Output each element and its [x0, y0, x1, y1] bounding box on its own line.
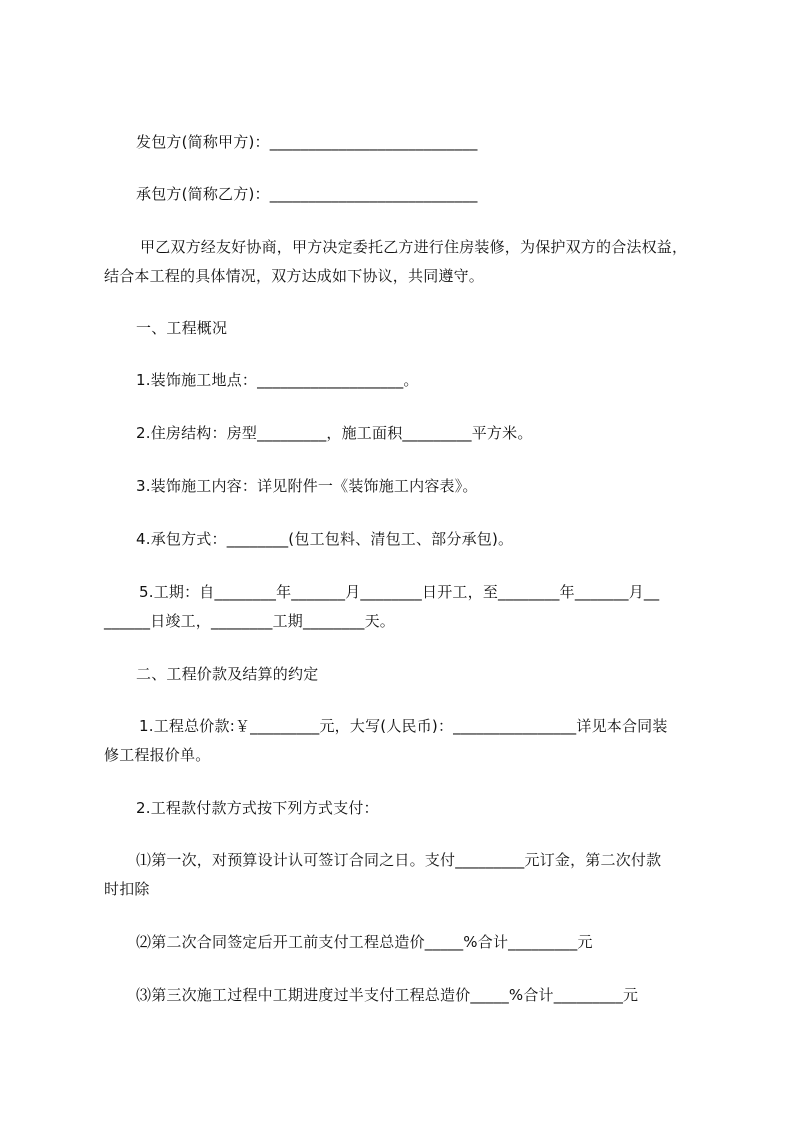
section-2-title: 二、工程价款及结算的约定 — [136, 665, 319, 683]
item-1-2: 2.住房结构：房型_________，施工面积_________平方米。 — [136, 424, 533, 442]
intro-line-1: 甲乙双方经友好协商，甲方决定委托乙方进行住房装修，为保护双方的合法权益， — [140, 238, 688, 256]
item-2-2: 2.工程款付款方式按下列方式支付： — [136, 799, 379, 817]
party-a-line: 发包方(简称甲方)：___________________________ — [136, 133, 478, 151]
item-1-5-line-2: ______日竣工，________工期________天。 — [104, 612, 396, 630]
item-1-4: 4.承包方式：________(包工包料、清包工、部分承包)。 — [136, 530, 514, 548]
payment-3: ⑶第三次施工过程中工期进度过半支付工程总造价_____%合计_________元 — [136, 986, 639, 1004]
item-1-3: 3.装饰施工内容：详见附件一《装饰施工内容表》。 — [136, 477, 478, 495]
item-1-1: 1.装饰施工地点：___________________。 — [136, 371, 419, 389]
item-2-1-line-1: 1.工程总价款:￥_________元，大写(人民币)：________________详见本合同装 — [139, 717, 668, 735]
intro-line-2: 结合本工程的具体情况，双方达成如下协议，共同遵守。 — [104, 267, 485, 285]
payment-2: ⑵第二次合同签定后开工前支付工程总造价_____%合计_________元 — [136, 933, 593, 951]
payment-1-line-1: ⑴第一次，对预算设计认可签订合同之日。支付_________元订金，第二次付款 — [136, 851, 662, 869]
payment-1-line-2: 时扣除 — [104, 880, 150, 898]
section-1-title: 一、工程概况 — [136, 319, 228, 337]
item-1-5-line-1: 5.工期：自________年_______月________日开工，至________年_______月__ — [139, 583, 660, 601]
item-2-1-line-2: 修工程报价单。 — [104, 746, 211, 764]
party-b-line: 承包方(简称乙方)：___________________________ — [136, 185, 478, 203]
